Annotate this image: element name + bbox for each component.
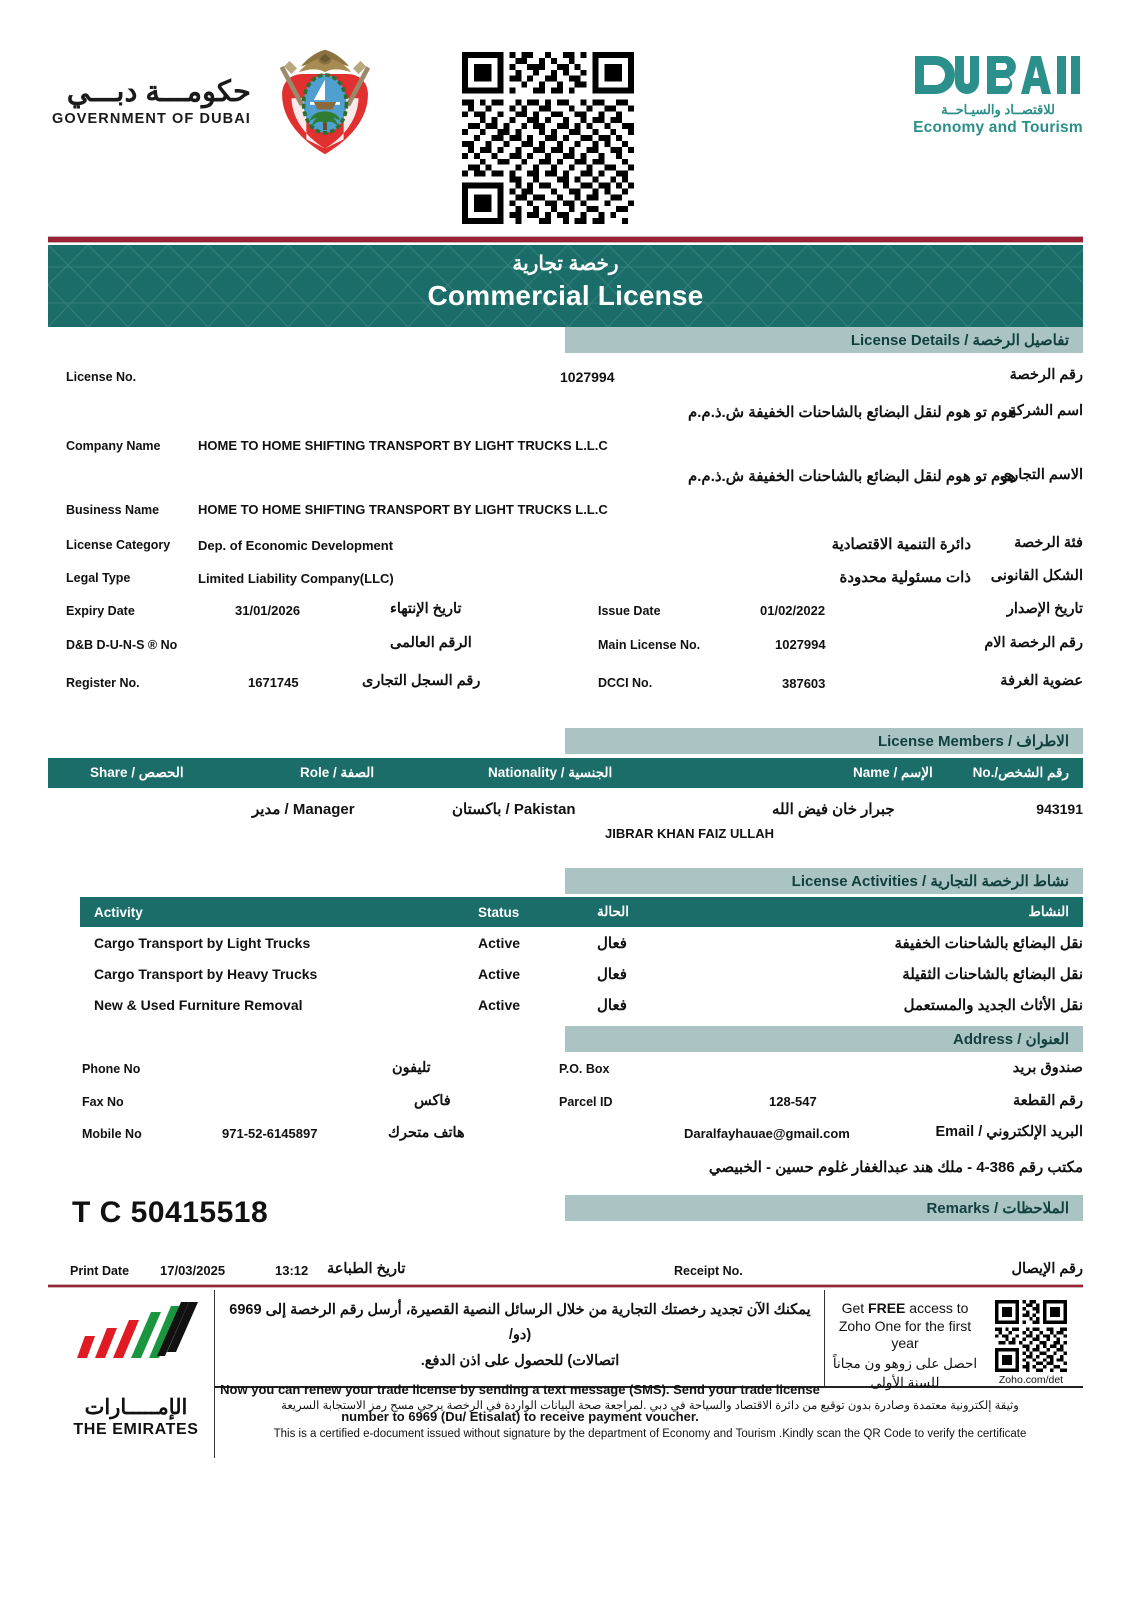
label-duns-no-en: D&B D-U-N-S ® No (66, 638, 178, 652)
section-header-license-activities: نشاط الرخصة التجارية / License Activities (565, 868, 1083, 894)
value-print-time: 13:12 (275, 1263, 309, 1278)
column-header-name: Name / الإسم (853, 765, 933, 780)
qr-code-icon (995, 1300, 1067, 1372)
column-header-activity-ar: النشاط (1028, 904, 1069, 919)
label-license-category-en: License Category (66, 538, 171, 552)
label-parcel-id-en: Parcel ID (559, 1095, 613, 1109)
zoho-promo-line1 (830, 1300, 980, 1318)
value-business-name-en: HOME TO HOME SHIFTING TRANSPORT BY LIGHT TRUCKS L.L.C (198, 502, 608, 517)
government-of-dubai-logo (52, 46, 381, 158)
label-phone-no-ar: تليفون (392, 1060, 431, 1076)
label-main-license-no-ar: رقم الرخصة الام (984, 635, 1083, 651)
value-print-date: 17/03/2025 (160, 1263, 226, 1278)
zoho-promo-arabic-line1: احصل على زوهو ون مجاناً (832, 1355, 978, 1371)
activity-1-status-en: Active (478, 966, 521, 982)
column-header-activity-en: Activity (94, 904, 143, 920)
activity-2-status-ar: فعال (597, 997, 627, 1014)
value-main-license-no: 1027994 (775, 637, 826, 652)
member-person-no: 943191 (1036, 801, 1083, 817)
activity-1-status-ar: فعال (597, 966, 627, 983)
label-license-no-en: License No. (66, 370, 137, 384)
tc-number: T C 50415518 (72, 1196, 269, 1229)
label-license-no-ar: رقم الرخصة (1009, 367, 1083, 383)
label-register-no-ar: رقم السجل التجارى (362, 673, 481, 689)
disclaimer-arabic: وثيقة إلكترونية معتمدة وصادرة بدون توقيع من دائرة الاقتصاد والسياحة في دبي .لمراجعة صحة البيانات الواردة في الرخصة يرجي مسح رمز الاستجابة السريعة (281, 1400, 1019, 1412)
label-po-box-ar: صندوق بريد (1012, 1060, 1083, 1076)
value-mobile-no: 971-52-6145897 (222, 1126, 318, 1141)
zoho-promo-free: FREE (868, 1300, 906, 1316)
activity-0-ar: نقل البضائع بالشاحنات الخفيفة (894, 935, 1083, 952)
value-issue-date: 01/02/2022 (760, 603, 826, 618)
label-fax-no-ar: فاكس (414, 1093, 451, 1109)
title-arabic: رخصة تجارية (512, 253, 619, 275)
label-company-name-en: Company Name (66, 439, 161, 453)
members-table-header (48, 758, 1083, 788)
label-mobile-no-en: Mobile No (82, 1127, 142, 1141)
activity-0-en: Cargo Transport by Light Trucks (94, 935, 311, 951)
value-street-address: مكتب رقم 386-4 - ملك هند عبدالغفار غلوم حسين - الخبيصي (708, 1159, 1083, 1176)
label-mobile-no-ar: هاتف متحرك (388, 1125, 465, 1141)
label-register-no-en: Register No. (66, 676, 140, 690)
value-legal-type-en: Limited Liability Company(LLC) (198, 571, 394, 586)
zoho-url-text: Zoho.com/det (998, 1374, 1064, 1386)
dubai-economy-tourism-logo (913, 52, 1083, 137)
sms-notice-english-line1: Now you can renew your trade license by sending a text message (SMS). Send your trade license (220, 1382, 820, 1398)
value-parcel-id: 128-547 (769, 1094, 817, 1109)
zoho-promo-arabic-line2: للسنة الأولى (870, 1375, 940, 1391)
member-role: Manager / مدير (252, 801, 355, 818)
column-header-status-en: Status (478, 904, 520, 920)
value-legal-type-ar: ذات مسئولية محدودة (839, 569, 971, 586)
commercial-license-title-band (48, 245, 1083, 327)
document-header-logos (0, 0, 1131, 232)
label-phone-no-en: Phone No (82, 1062, 141, 1076)
label-expiry-date-en: Expiry Date (66, 604, 135, 618)
label-dcci-no-en: DCCI No. (598, 676, 653, 690)
column-header-share: Share / الحصص (90, 765, 184, 780)
label-print-date-en: Print Date (70, 1264, 130, 1278)
disclaimer-english: This is a certified e-document issued without signature by the department of Economy and Tourism .Kindly scan the QR Code to verify the certificate (273, 1428, 1027, 1440)
dubai-government-emblem-icon (269, 46, 381, 158)
label-fax-no-en: Fax No (82, 1095, 124, 1109)
the-emirates-logo (66, 1300, 206, 1439)
footer-panel (48, 1290, 1083, 1490)
activity-1-en: Cargo Transport by Heavy Trucks (94, 966, 318, 982)
label-issue-date-ar: تاريخ الإصدار (1006, 601, 1083, 617)
section-header-address: العنوان / Address (565, 1026, 1083, 1052)
gov-logo-arabic: حكومـــة دبـــي (66, 75, 251, 108)
label-issue-date-en: Issue Date (598, 604, 661, 618)
label-main-license-no-en: Main License No. (598, 638, 701, 652)
header-red-rule (48, 236, 1083, 243)
det-logo-arabic: للاقتصــاد والسيـاحــة (941, 102, 1055, 117)
the-emirates-arabic: الإمـــــارات (84, 1396, 188, 1419)
section-header-remarks: الملاحظات / Remarks (565, 1195, 1083, 1221)
label-dcci-no-ar: عضوية الغرفة (1000, 673, 1083, 689)
gov-logo-english: GOVERNMENT OF DUBAI (52, 111, 251, 128)
label-po-box-en: P.O. Box (559, 1062, 610, 1076)
activities-table-header (80, 897, 1083, 927)
activity-2-status-en: Active (478, 997, 521, 1013)
value-company-name-en: HOME TO HOME SHIFTING TRANSPORT BY LIGHT TRUCKS L.L.C (198, 438, 608, 453)
column-header-nationality: Nationality / الجنسية (488, 765, 613, 780)
label-receipt-no-ar: رقم الإيصال (1011, 1261, 1083, 1277)
zoho-qr-code[interactable] (992, 1300, 1070, 1386)
footer-red-rule (48, 1284, 1083, 1288)
label-company-name-ar: اسم الشركة (1009, 403, 1083, 419)
footer-divider-left (214, 1290, 215, 1458)
label-duns-no-ar: الرقم العالمى (390, 635, 472, 651)
value-license-no: 1027994 (560, 369, 615, 385)
title-english: Commercial License (427, 280, 704, 311)
activity-1-ar: نقل البضائع بالشاحنات الثقيلة (902, 966, 1083, 983)
det-logo-english: Economy and Tourism (913, 119, 1083, 136)
activity-2-en: New & Used Furniture Removal (94, 997, 303, 1013)
member-nationality: Pakistan / باكستان (452, 801, 576, 818)
member-name-en: JIBRAR KHAN FAIZ ULLAH (605, 826, 774, 841)
sms-notice-arabic-line2: اتصالات) للحصول على اذن الدفع. (420, 1352, 620, 1369)
column-header-status-ar: الحالة (597, 904, 630, 919)
activity-0-status-ar: فعال (597, 935, 627, 952)
qr-code-icon (462, 52, 634, 224)
label-expiry-date-ar: تاريخ الإنتهاء (390, 601, 462, 617)
activity-2-ar: نقل الأثاث الجديد والمستعمل (903, 997, 1083, 1014)
section-header-license-details: تفاصيل الرخصة / License Details (565, 327, 1083, 353)
zoho-promo-line2: Zoho One for the first (838, 1317, 972, 1334)
zoho-promo-text (830, 1300, 980, 1392)
value-register-no: 1671745 (248, 675, 299, 690)
value-license-category-ar: دائرة التنمية الاقتصادية (831, 536, 971, 553)
label-parcel-id-ar: رقم القطعة (1012, 1093, 1083, 1109)
label-receipt-no-en: Receipt No. (674, 1264, 743, 1278)
section-header-license-members: الاطراف / License Members (565, 728, 1083, 754)
value-dcci-no: 387603 (782, 676, 826, 691)
sms-notice-arabic-line1: يمكنك الآن تجديد رخصتك التجارية من خلال الرسائل النصية القصيرة، أرسل رقم الرخصة إلى 6969 (دو/ (229, 1302, 811, 1344)
value-expiry-date: 31/01/2026 (235, 603, 301, 618)
label-legal-type-en: Legal Type (66, 571, 131, 585)
verification-qr-code[interactable] (462, 52, 634, 224)
value-company-name-ar: هوم تو هوم لنقل البضائع بالشاحنات الخفيفة ش.ذ.م.م (687, 404, 1016, 421)
uae-flag-strokes-icon (71, 1300, 201, 1386)
zoho-promo-line3: year (891, 1335, 919, 1351)
label-legal-type-ar: الشكل القانونى (990, 568, 1083, 584)
column-header-person-no: رقم الشخص/.No (972, 765, 1069, 780)
activity-0-status-en: Active (478, 935, 521, 951)
footer-divider-right (824, 1290, 825, 1386)
zoho-promo-get: Get (841, 1300, 865, 1316)
label-email: البريد الإلكتروني / Email (935, 1124, 1083, 1140)
gov-logo-text (52, 77, 251, 128)
value-license-category-en: Dep. of Economic Development (198, 538, 394, 553)
member-name-ar: جبرار خان فيض الله (772, 801, 895, 818)
value-email[interactable]: Daralfayhauae@gmail.com (684, 1126, 850, 1141)
label-license-category-ar: فئة الرخصة (1014, 535, 1083, 551)
column-header-role: Role / الصفة (300, 765, 375, 780)
label-business-name-ar: الاسم التجاري (999, 467, 1083, 483)
dubai-wordmark-icon (913, 52, 1083, 98)
label-business-name-en: Business Name (66, 503, 160, 517)
value-business-name-ar: هوم تو هوم لنقل البضائع بالشاحنات الخفيفة ش.ذ.م.م (687, 468, 1016, 485)
sms-notice-english-line2: number to 6969 (Du/ Etisalat) to receive payment voucher. (341, 1408, 699, 1424)
zoho-promo-access: access to (909, 1300, 969, 1316)
the-emirates-english: THE EMIRATES (73, 1421, 199, 1438)
label-print-date-ar: تاريخ الطباعة (327, 1261, 406, 1277)
